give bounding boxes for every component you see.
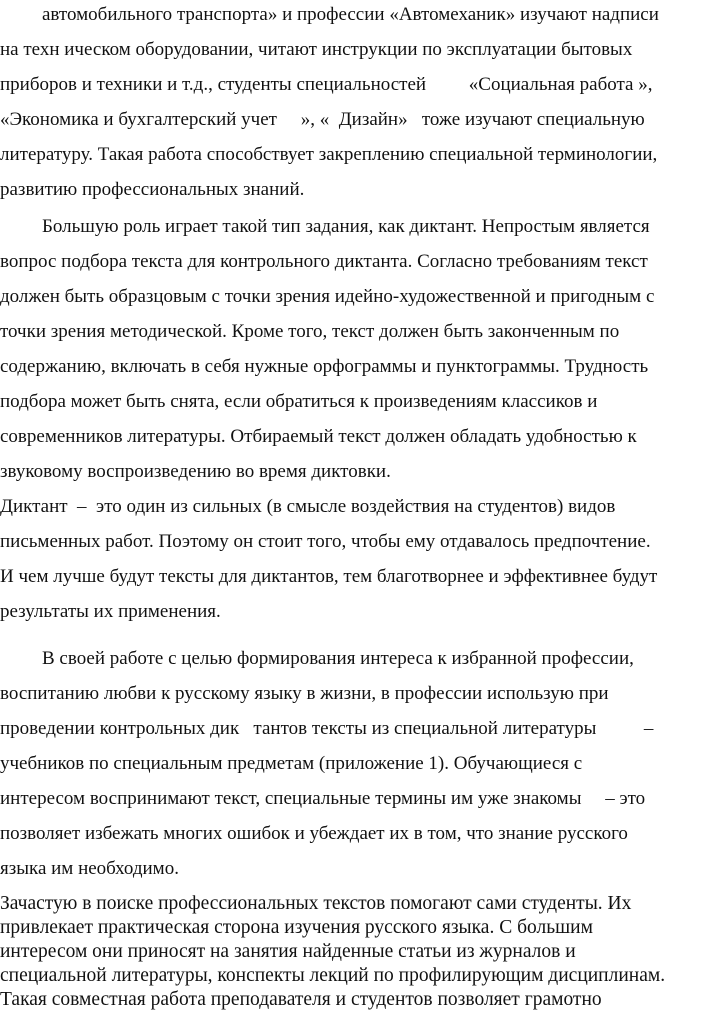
text-line: результаты их применения. [0, 601, 221, 622]
text-line: современников литературы. Отбираемый текст должен обладать удобностью к [0, 426, 637, 447]
text-line: приборов и техники и т.д., студенты специальностей «Социальная работа », [0, 74, 653, 95]
text-line: содержанию, включать в себя нужные орфограммы и пунктограммы. Трудность [0, 356, 649, 377]
text-line: письменных работ. Поэтому он стоит того, чтобы ему отдавалось предпочтение. [0, 531, 651, 552]
text-line: подбора может быть снята, если обратиться к произведениям классиков и [0, 391, 598, 412]
text-line: Такая совместная работа преподавателя и студентов позволяет грамотно [0, 989, 602, 1010]
text-line: вопрос подбора текста для контрольного диктанта. Согласно требованиям текст [0, 251, 648, 272]
text-line: учебников по специальным предметам (приложение 1). Обучающиеся с [0, 753, 583, 774]
text-line: И чем лучше будут тексты для диктантов, тем благотворнее и эффективнее будут [0, 566, 658, 587]
text-line: проведении контрольных дик тантов тексты из специальной литературы – [0, 718, 654, 739]
text-line: литературу. Такая работа способствует закреплению специальной терминологии, [0, 144, 658, 165]
text-line: Большую роль играет такой тип задания, как диктант. Непростым является [42, 216, 650, 237]
text-line: «Экономика и бухгалтерский учет », « Дизайн» тоже изучают специальную [0, 109, 645, 130]
text-line: В своей работе с целью формирования интереса к избранной профессии, [42, 648, 634, 669]
text-line: языка им необходимо. [0, 858, 179, 879]
text-line: Диктант – это один из сильных (в смысле воздействия на студентов) видов [0, 496, 616, 517]
text-line: развитию профессиональных знаний. [0, 179, 305, 200]
text-line: звуковому воспроизведению во время диктовки. [0, 461, 391, 482]
text-line: интересом они приносят на занятия найденные статьи из журналов и [0, 941, 576, 962]
text-line: привлекает практическая сторона изучения русского языка. С большим [0, 917, 593, 938]
text-line: позволяет избежать многих ошибок и убеждает их в том, что знание русского [0, 823, 628, 844]
text-line: интересом воспринимают текст, специальные термины им уже знакомы – это [0, 788, 646, 809]
text-line: на техн ическом оборудовании, читают инструкции по эксплуатации бытовых [0, 39, 633, 60]
text-line: автомобильного транспорта» и профессии «Автомеханик» изучают надписи [42, 4, 659, 25]
text-line: специальной литературы, конспекты лекций по профилирующим дисциплинам. [0, 965, 666, 986]
text-line: Зачастую в поиске профессиональных текстов помогают сами студенты. Их [0, 893, 632, 914]
text-line: воспитанию любви к русскому языку в жизни, в профессии использую при [0, 683, 609, 704]
text-line: должен быть образцовым с точки зрения идейно-художественной и пригодным с [0, 286, 655, 307]
text-line: точки зрения методической. Кроме того, текст должен быть законченным по [0, 321, 620, 342]
